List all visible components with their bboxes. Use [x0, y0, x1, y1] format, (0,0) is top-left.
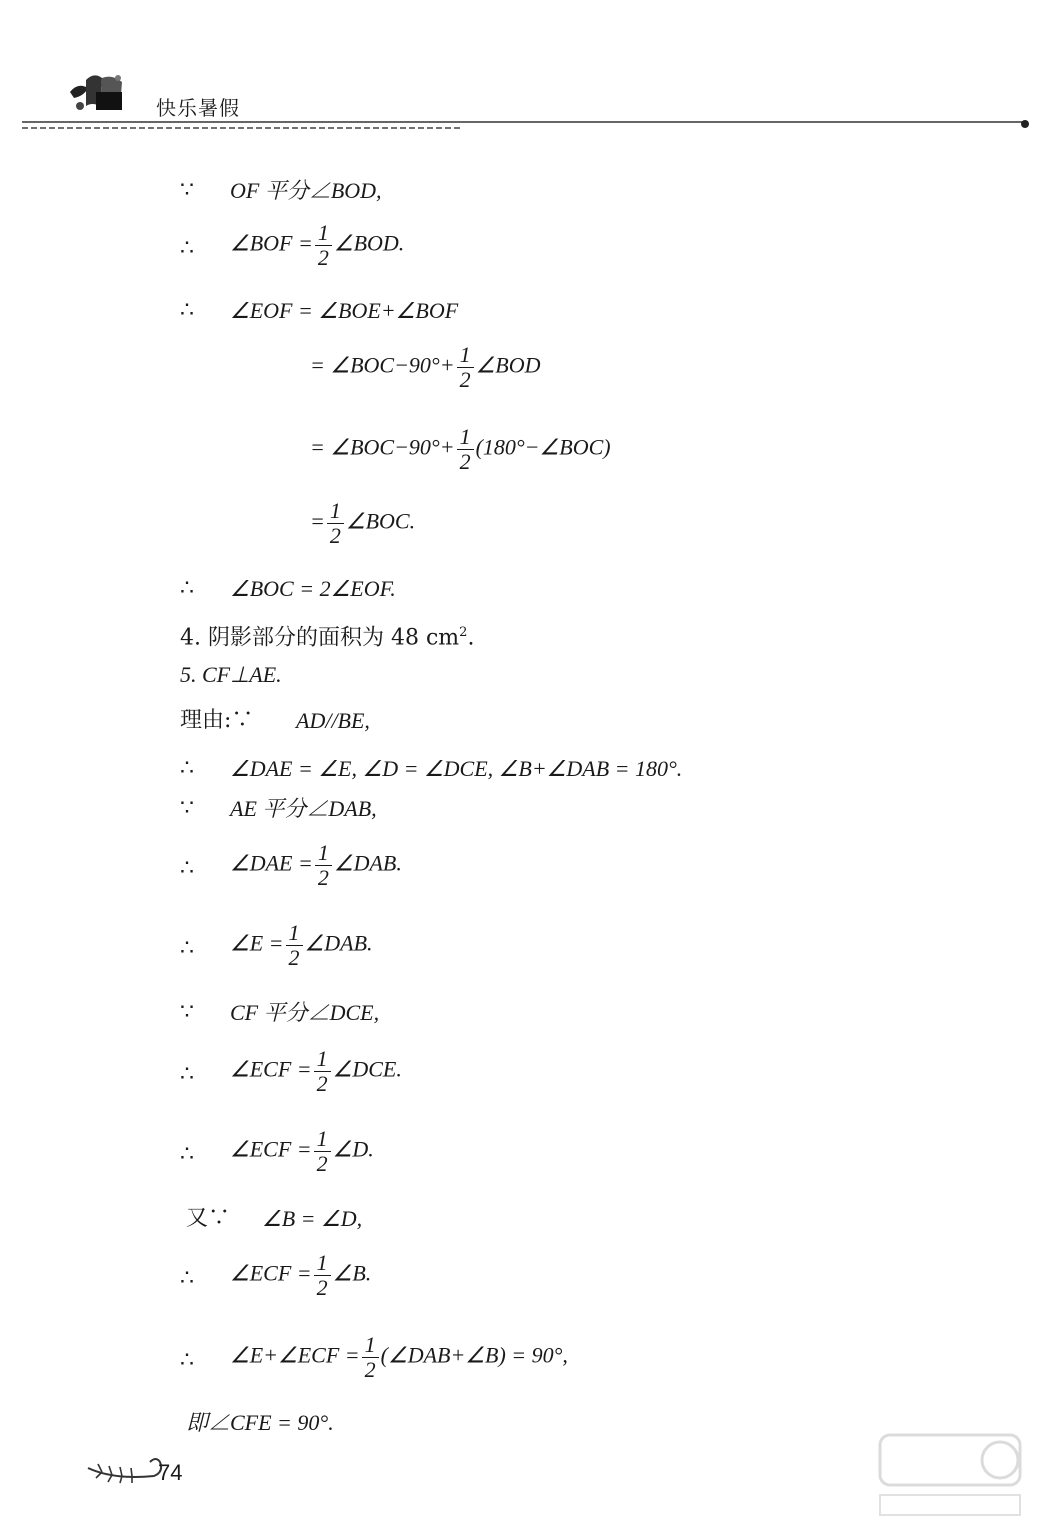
reason-label: 理由:∵ — [180, 708, 254, 733]
answer-4: 4. 阴影部分的面积为 48 $cm^2$. — [180, 625, 475, 651]
fraction: $\frac{1}{2}$ — [286, 921, 303, 970]
fraction: $\frac{1}{2}$ — [315, 841, 332, 890]
math-expression: = ∠BOC−90°+ $\frac{1}{2}$ ∠BOD — [310, 342, 541, 392]
because-symbol: ∵ — [180, 796, 194, 821]
answer-5: 5. CF⊥AE. — [180, 662, 282, 687]
fraction: $\frac{1}{2}$ — [314, 1047, 331, 1096]
fraction: $\frac{1}{2}$ — [362, 1333, 379, 1382]
watermark-logo-icon — [870, 1425, 1030, 1525]
therefore-symbol: ∴ — [180, 1142, 194, 1167]
math-expression: = ∠BOC−90°+ $\frac{1}{2}$ (180°−∠BOC) — [310, 424, 611, 474]
because-symbol: ∵ — [180, 1000, 194, 1025]
fraction: $\frac{1}{2}$ — [314, 1127, 331, 1176]
conclusion-text: 即∠CFE = 90°. — [186, 1410, 334, 1435]
math-expression: = $\frac{1}{2}$ ∠BOC. — [310, 498, 416, 548]
math-expression: ∠E = $\frac{1}{2}$ ∠DAB. — [230, 920, 373, 970]
math-expression: ∠DAE = ∠E, ∠D = ∠DCE, ∠B+∠DAB = 180°. — [230, 756, 683, 781]
math-expression: ∠BOC = 2∠EOF. — [230, 576, 396, 601]
therefore-symbol: ∴ — [180, 1062, 194, 1087]
header-divider — [22, 118, 1032, 138]
math-expression: ∠ECF = $\frac{1}{2}$ ∠B. — [230, 1250, 372, 1300]
fraction: $\frac{1}{2}$ — [327, 499, 344, 548]
header-title: 快乐暑假 — [156, 96, 240, 120]
math-expression: ∠ECF = $\frac{1}{2}$ ∠DCE. — [230, 1046, 402, 1096]
math-expression: ∠B = ∠D, — [262, 1206, 363, 1231]
therefore-symbol: ∴ — [180, 236, 194, 261]
therefore-symbol: ∴ — [180, 298, 194, 323]
because-symbol: ∵ — [180, 178, 194, 203]
therefore-symbol: ∴ — [180, 756, 194, 781]
math-expression: ∠DAE = $\frac{1}{2}$ ∠DAB. — [230, 840, 402, 890]
fraction: $\frac{1}{2}$ — [315, 221, 332, 270]
therefore-symbol: ∴ — [180, 576, 194, 601]
fraction: $\frac{1}{2}$ — [457, 343, 474, 392]
math-expression: ∠EOF = ∠BOE+∠BOF — [230, 298, 459, 323]
math-expression: ∠E+∠ECF = $\frac{1}{2}$ (∠DAB+∠B) = 90°, — [230, 1332, 568, 1382]
math-expression: ∠BOF = $\frac{1}{2}$ ∠BOD. — [230, 220, 405, 270]
fraction: $\frac{1}{2}$ — [314, 1251, 331, 1300]
therefore-symbol: ∴ — [180, 936, 194, 961]
math-expression: AE 平分∠DAB, — [230, 796, 377, 821]
math-expression: AD//BE, — [296, 708, 370, 733]
page-number: 74 — [158, 1460, 183, 1485]
math-expression: ∠ECF = $\frac{1}{2}$ ∠D. — [230, 1126, 374, 1176]
math-expression: OF 平分∠BOD, — [230, 178, 382, 203]
book-logo-icon — [66, 70, 130, 116]
therefore-symbol: ∴ — [180, 1348, 194, 1373]
therefore-symbol: ∴ — [180, 1266, 194, 1291]
reason-label: 又∵ — [186, 1206, 231, 1231]
math-expression: CF 平分∠DCE, — [230, 1000, 380, 1025]
therefore-symbol: ∴ — [180, 856, 194, 881]
fraction: $\frac{1}{2}$ — [457, 425, 474, 474]
